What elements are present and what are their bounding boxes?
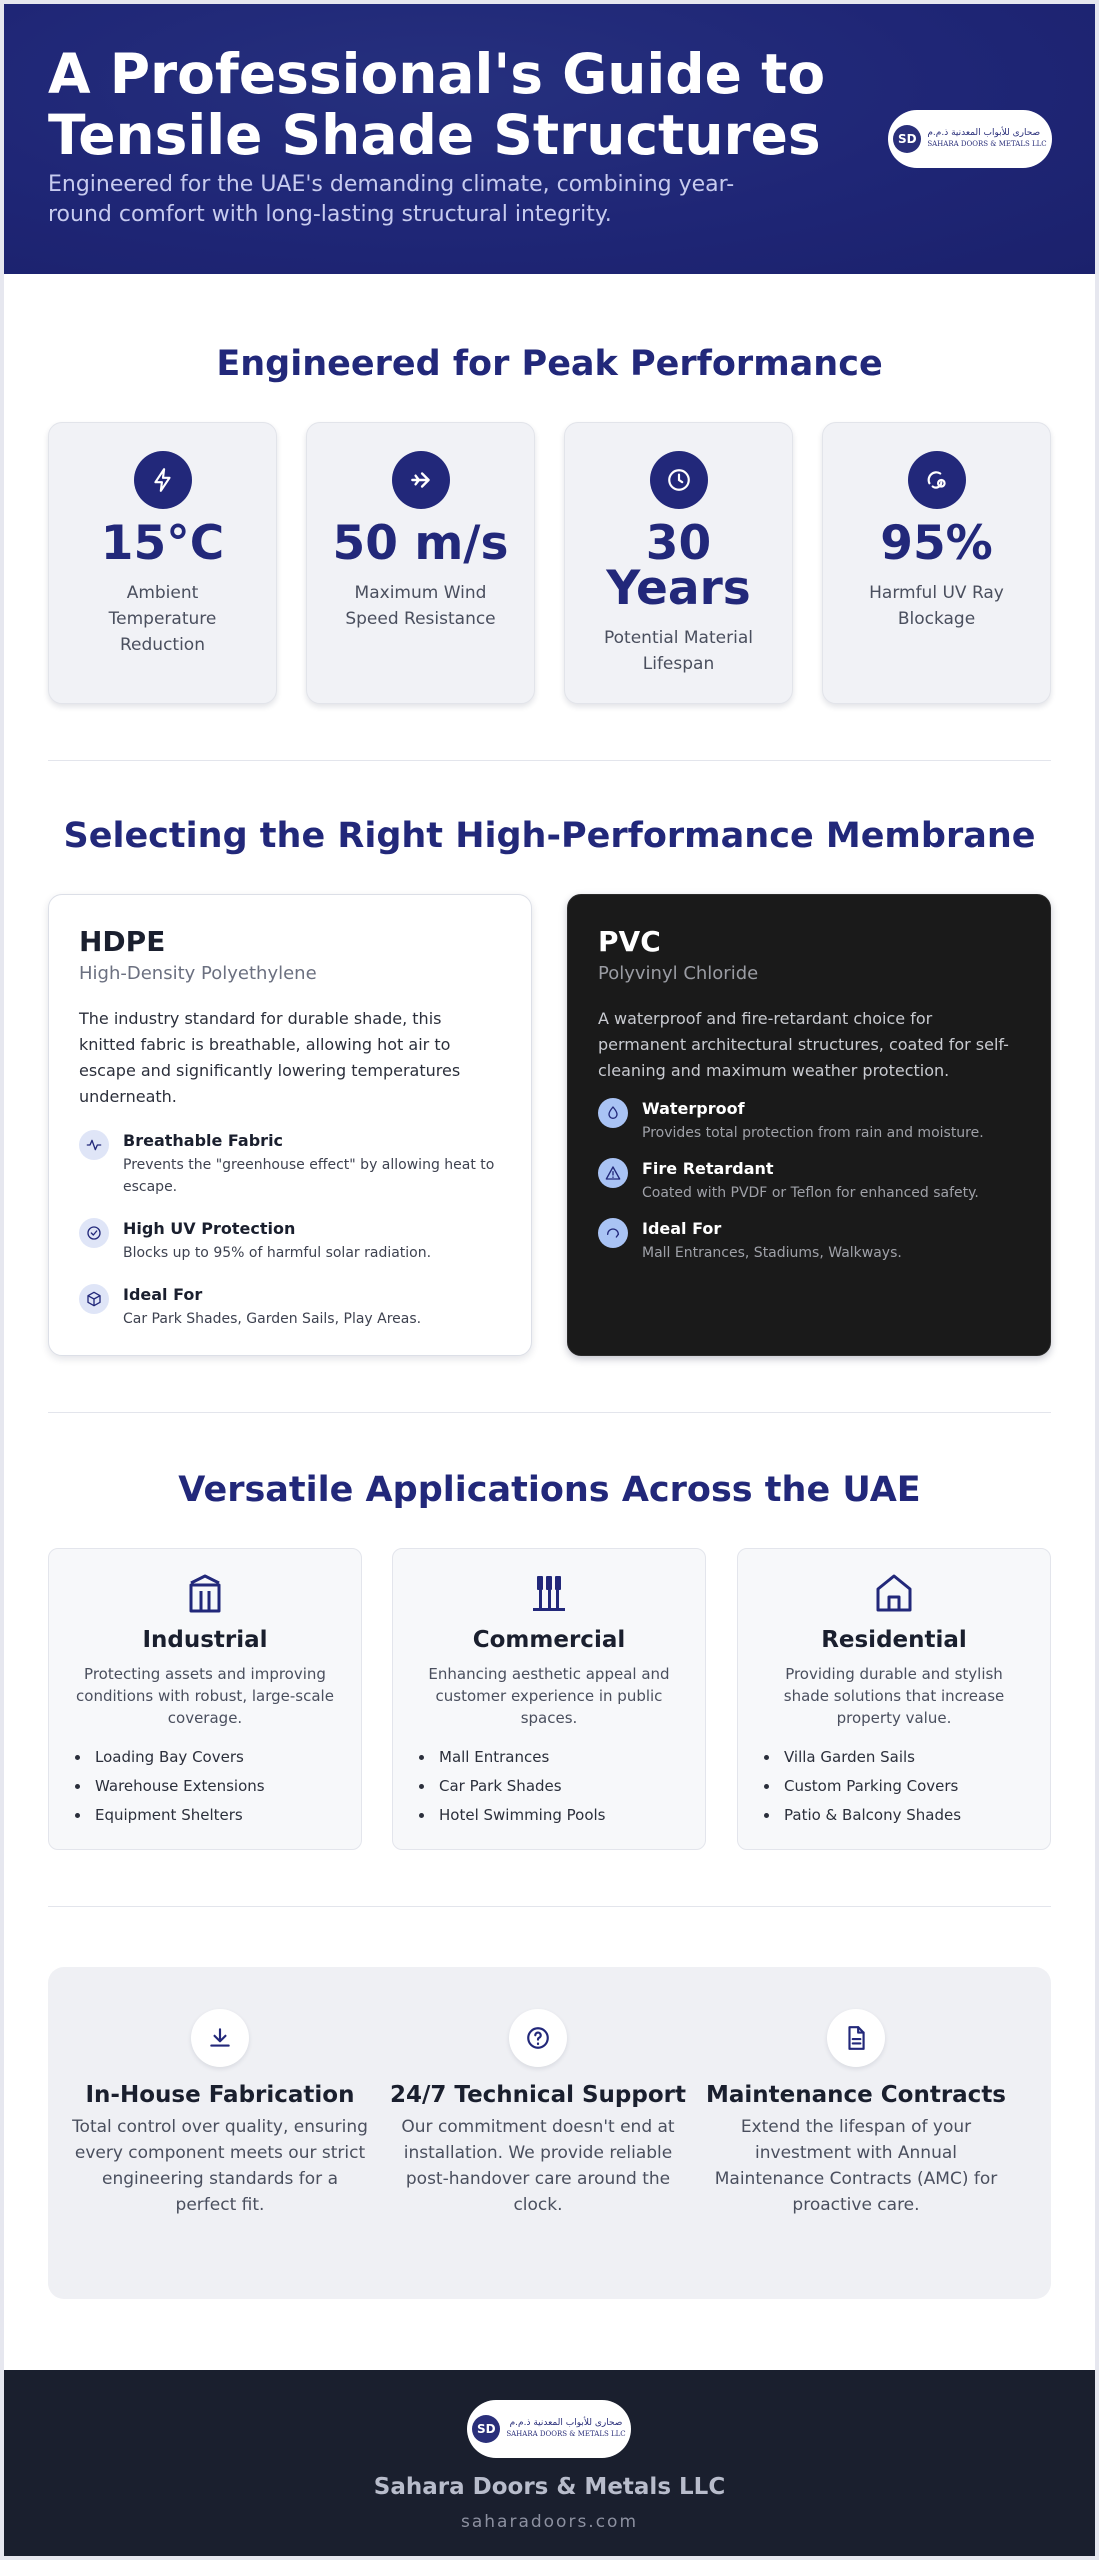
application-desc: Providing durable and stylish shade solutions that increase property value. [783,1665,1005,1727]
application-desc: Protecting assets and improving conditions with robust, large-scale coverage. [76,1665,334,1727]
pvc-description: A waterproof and fire-retardant choice for permanent architectural structures, coated for self-cleaning and maximum weather protection. [598,1009,1009,1080]
divider [48,1412,1051,1413]
pulse-icon [79,1130,109,1160]
hdpe-feature [79,1284,501,1330]
service-title: In-House Fabrication [85,2082,355,2108]
storefront-icon [529,1573,569,1613]
help-circle-icon [509,2009,567,2067]
arc-icon [598,1218,628,1248]
arrow-right-icon [392,451,450,509]
warehouse-icon [185,1573,225,1613]
stat-value: 95% [880,516,993,571]
logo-english-text: SAHARA DOORS & METALS LLC [927,140,1047,148]
application-desc: Enhancing aesthetic appeal and customer experience in public spaces. [428,1665,670,1727]
list-item: • Hotel Swimming Pools [435,1801,705,1830]
feature-title: Breathable Fabric [123,1131,284,1150]
stat-value: 50 m/s [332,516,509,571]
cube-icon [79,1284,109,1314]
check-circle-icon [79,1218,109,1248]
application-card-commercial [392,1548,706,1850]
hdpe-name: HDPE [79,925,166,958]
hdpe-full-name: High-Density Polyethylene [79,963,317,984]
application-name: Industrial [142,1627,268,1653]
pvc-feature [598,1218,1020,1264]
page-title: A Professional's Guide to Tensile Shade Structures [48,42,826,167]
clock-icon [650,451,708,509]
page [4,4,1095,2556]
hdpe-card [48,894,532,1356]
footer [4,2370,1095,2556]
stat-label: Ambient Temperature Reduction [108,583,217,655]
list-item: • Patio & Balcony Shades [780,1801,1050,1830]
list-item: • Equipment Shelters [91,1801,361,1830]
pvc-feature [598,1098,1020,1144]
stat-value: 30 Years [606,516,751,616]
hdpe-description: The industry standard for durable shade, this knitted fabric is breathable, allowing hot air to escape and significantly lowering temperatures underneath. [79,1009,461,1106]
list-item: • Warehouse Extensions [91,1772,361,1801]
pvc-full-name: Polyvinyl Chloride [598,963,759,984]
footer-logo[interactable] [467,2400,631,2458]
hdpe-feature [79,1218,501,1264]
feature-title: High UV Protection [123,1219,296,1238]
application-name: Residential [821,1627,967,1653]
service-item [388,2009,688,2218]
footer-website-link[interactable]: saharadoors.com [460,2512,639,2532]
list-item: • Loading Bay Covers [91,1743,361,1772]
document-icon [827,2009,885,2067]
service-title: 24/7 Technical Support [390,2082,686,2108]
feature-title: Ideal For [123,1285,203,1304]
service-desc: Our commitment doesn't end at installation. We provide reliable post-handover care around the clock. [401,2117,675,2215]
logo-english-text: SAHARA DOORS & METALS LLC [506,2430,626,2438]
shield-uv-icon [908,451,966,509]
stat-card [564,422,793,704]
footer-company-name: Sahara Doors & Metals LLC [373,2474,726,2500]
pvc-card [567,894,1051,1356]
pvc-name: PVC [598,925,661,958]
home-icon [874,1573,914,1613]
feature-desc: Provides total protection from rain and moisture. [642,1125,984,1141]
hero-header [4,4,1095,274]
hdpe-feature [79,1130,501,1198]
logo-mark-icon: SD [472,2415,500,2443]
header-logo[interactable] [888,110,1052,168]
application-uses [91,1743,361,1830]
logo-arabic-text: صحارى للأبواب المعدنية ذ.م.م [509,2418,623,2428]
divider [48,1906,1051,1907]
droplet-icon [598,1098,628,1128]
feature-desc: Prevents the "greenhouse effect" by allowing heat to escape. [123,1157,495,1195]
service-item [70,2009,370,2218]
application-uses [435,1743,705,1830]
applications-section-title: Versatile Applications Across the UAE [178,1470,921,1510]
pvc-feature [598,1158,1020,1204]
logo-mark-icon: SD [893,125,921,153]
stat-label: Harmful UV Ray Blockage [869,583,1004,629]
feature-title: Fire Retardant [642,1159,774,1178]
application-card-residential [737,1548,1051,1850]
application-uses [780,1743,1050,1830]
stat-label: Maximum Wind Speed Resistance [345,583,496,629]
service-title: Maintenance Contracts [706,2082,1006,2108]
list-item: • Villa Garden Sails [780,1743,1050,1772]
list-item: • Custom Parking Covers [780,1772,1050,1801]
application-card-industrial [48,1548,362,1850]
feature-desc: Coated with PVDF or Teflon for enhanced safety. [642,1185,979,1201]
feature-desc: Mall Entrances, Stadiums, Walkways. [642,1245,902,1261]
service-desc: Extend the lifespan of your investment with Annual Maintenance Contracts (AMC) for proactive care. [714,2117,998,2215]
feature-title: Ideal For [642,1219,722,1238]
service-item [706,2009,1006,2218]
feature-desc: Blocks up to 95% of harmful solar radiation. [123,1245,432,1261]
list-item: • Mall Entrances [435,1743,705,1772]
page-subtitle: Engineered for the UAE's demanding climate, combining year-round comfort with long-lasting structural integrity. [48,172,735,227]
stat-value: 15°C [100,516,225,571]
performance-section-title: Engineered for Peak Performance [216,344,883,384]
services-panel [48,1967,1051,2299]
feature-title: Waterproof [642,1099,745,1118]
download-icon [191,2009,249,2067]
membrane-section-title: Selecting the Right High-Performance Membrane [63,816,1036,856]
stat-card [306,422,535,704]
stat-card [48,422,277,704]
stat-label: Potential Material Lifespan [604,628,753,674]
logo-arabic-text: صحارى للأبواب المعدنية ذ.م.م [927,128,1041,138]
divider [48,760,1051,761]
service-desc: Total control over quality, ensuring every component meets our strict engineering standards for a perfect fit. [72,2117,368,2215]
application-name: Commercial [472,1627,626,1653]
bolt-icon [134,451,192,509]
warning-icon [598,1158,628,1188]
stat-card [822,422,1051,704]
list-item: • Car Park Shades [435,1772,705,1801]
feature-desc: Car Park Shades, Garden Sails, Play Areas. [123,1311,422,1327]
